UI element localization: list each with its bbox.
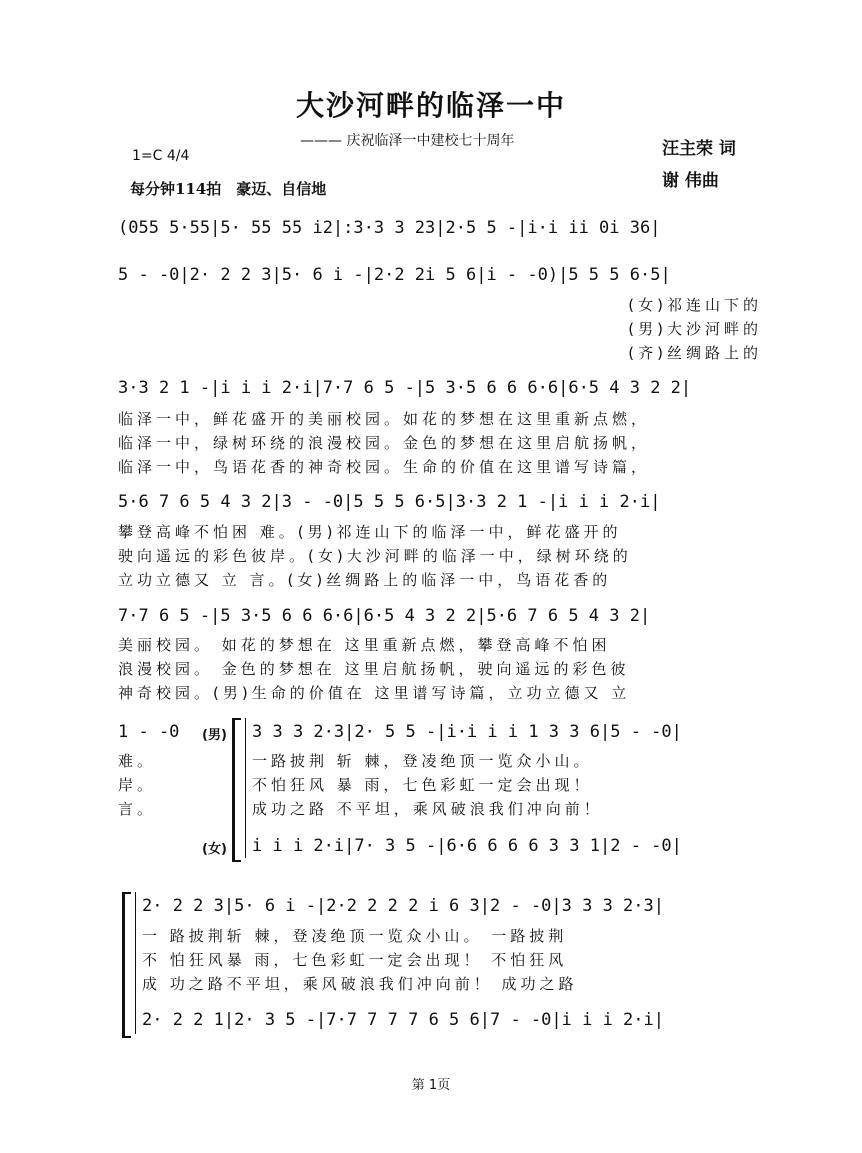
- lyric-row-6-verse-3: 成功之路 不平坦，乘风破浪我们冲向前！: [252, 800, 603, 818]
- notation-row-2: 5 - -0|2· 2 2 3|5· 6 i -|2·2 2i 5 6|i - -0)|5 5 5 6·5|: [118, 265, 671, 285]
- notation-row-3: 3·3 2 1 -|i i i 2·i|7·7 6 5 -|5 3·5 6 6 6·6|6·5 4 3 2 2|: [118, 378, 692, 398]
- notation-row-6-female: i i i 2·i|7· 3 5 -|6·6 6 6 6 3 3 1|2 - -0|: [252, 836, 682, 856]
- notation-row-6-tail: 1 - -0: [118, 722, 180, 742]
- lyric-row-5-verse-1: 美丽校园。 如花的梦想在 这里重新点燃，攀登高峰不怕困: [118, 636, 611, 654]
- pickup-lyric-1: (女)祁连山下的: [628, 296, 762, 314]
- notation-row-4: 5·6 7 6 5 4 3 2|3 - -0|5 5 5 6·5|3·3 2 1 -|i i i 2·i|: [118, 492, 661, 512]
- key-signature: 1=C 4/4: [132, 148, 190, 164]
- composer-credit: 谢 伟曲: [662, 171, 719, 191]
- lyric-row-6-verse-2: 不怕狂风 暴 雨，七色彩虹一定会出现！: [252, 776, 593, 794]
- lyric-row-6-verse-1: 一路披荆 斩 棘，登凌绝顶一览众小山。: [252, 752, 593, 770]
- lyric-row-7-verse-3: 成 功之路不平坦，乘风破浪我们冲向前！ 成功之路: [142, 975, 578, 993]
- notation-row-6-male: 3 3 3 2·3|2· 5 5 -|i·i i i 1 3 3 6|5 - -0|: [252, 722, 682, 742]
- lyric-row-4-verse-1: 攀登高峰不怕困 难。(男)祁连山下的临泽一中，鲜花盛开的: [118, 523, 622, 541]
- system-barline-2: [135, 892, 136, 1034]
- lyric-row-7-verse-1: 一 路披荆斩 棘，登凌绝顶一览众小山。 一路披荆: [142, 927, 568, 945]
- lyric-row-7-verse-2: 不 怕狂风暴 雨，七色彩虹一定会出现！ 不怕狂风: [142, 951, 568, 969]
- pickup-lyric-3: (齐)丝绸路上的: [628, 344, 762, 362]
- voice-label-female: (女): [202, 842, 227, 857]
- page-number: 第 1页: [411, 1078, 451, 1093]
- lyric-row-3-verse-2: 临泽一中，绿树环绕的浪漫校园。金色的梦想在这里启航扬帆，: [118, 434, 651, 452]
- tempo-marking: 每分钟114拍 豪迈、自信地: [130, 180, 327, 198]
- lyric-row-6-tail-1: 难。: [118, 752, 157, 770]
- subtitle: ——— 庆祝临泽一中建校七十周年: [300, 133, 515, 149]
- lyric-row-4-verse-2: 驶向遥远的彩色彼岸。(女)大沙河畔的临泽一中，绿树环绕的: [118, 547, 632, 565]
- system-brace: [232, 718, 241, 862]
- system-barline: [245, 718, 246, 858]
- notation-row-5: 7·7 6 5 -|5 3·5 6 6 6·6|6·5 4 3 2 2|5·6 7 6 5 4 3 2|: [118, 606, 651, 626]
- lyric-row-6-tail-2: 岸。: [118, 776, 157, 794]
- song-title: 大沙河畔的临泽一中: [295, 89, 566, 122]
- pickup-lyric-2: (男)大沙河畔的: [628, 320, 762, 338]
- lyric-row-6-tail-3: 言。: [118, 800, 157, 818]
- lyric-row-5-verse-2: 浪漫校园。 金色的梦想在 这里启航扬帆，驶向遥远的彩色彼: [118, 660, 630, 678]
- lyricist-credit: 汪主荣 词: [662, 139, 736, 159]
- notation-row-1: (055 5·55|5· 55 55 i2|:3·3 3 23|2·5 5 -|i·i ii 0i 36|: [118, 218, 661, 238]
- notation-row-7-lower: 2· 2 2 1|2· 3 5 -|7·7 7 7 7 6 5 6|7 - -0|i i i 2·i|: [142, 1010, 664, 1030]
- voice-label-male: (男): [202, 728, 227, 743]
- lyric-row-3-verse-3: 临泽一中，鸟语花香的神奇校园。生命的价值在这里谱写诗篇，: [118, 458, 651, 476]
- lyric-row-4-verse-3: 立功立德又 立 言。(女)丝绸路上的临泽一中，鸟语花香的: [118, 571, 612, 589]
- lyric-row-3-verse-1: 临泽一中，鲜花盛开的美丽校园。如花的梦想在这里重新点燃，: [118, 410, 651, 428]
- system-brace-2: [122, 892, 131, 1038]
- lyric-row-5-verse-3: 神奇校园。(男)生命的价值在 这里谱写诗篇，立功立德又 立: [118, 684, 631, 702]
- notation-row-7-upper: 2· 2 2 3|5· 6 i -|2·2 2 2 2 i 6 3|2 - -0|3 3 3 2·3|: [142, 896, 664, 916]
